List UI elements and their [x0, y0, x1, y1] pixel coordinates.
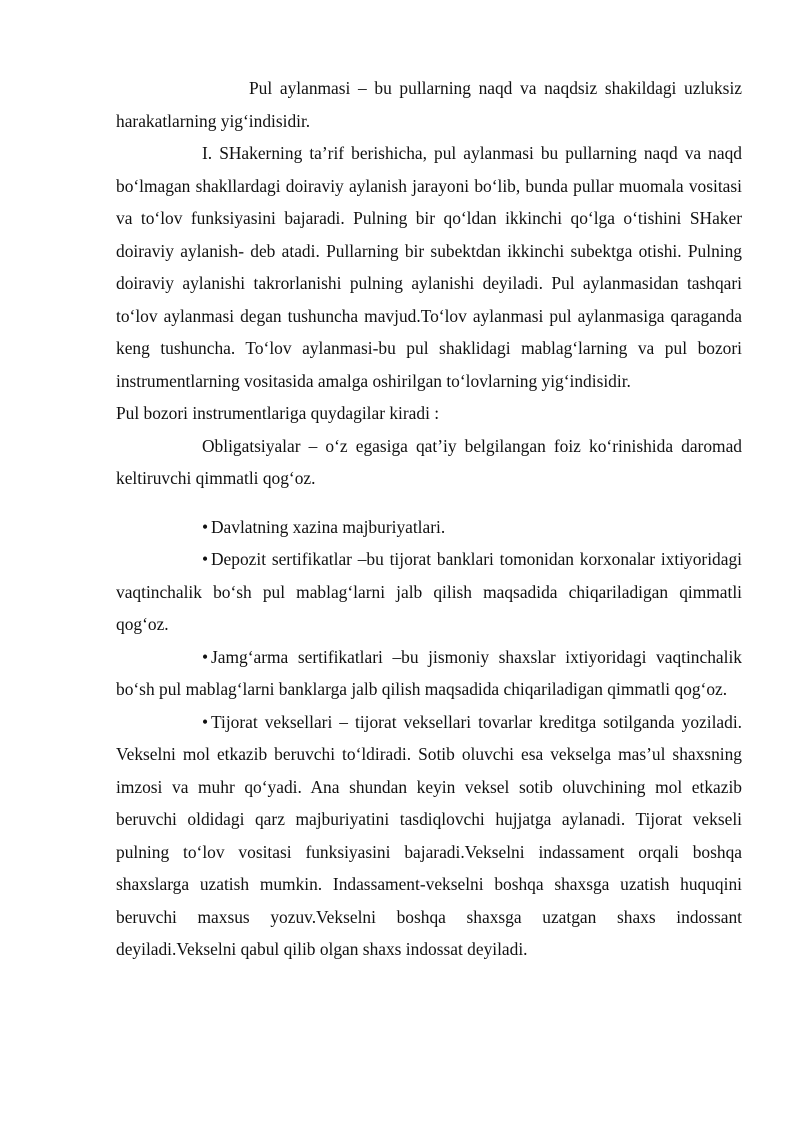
list-item-text: Tijorat veksellari – tijorat veksellari tovarlar kreditga sotilganda yoziladi. Vekselni mol etkazib beruvchi to‘ldiradi. Sotib oluvchi esa vekselga mas’ul shaxsning imzosi va muhr qo‘yadi. Ana shundan keyin veksel sotib oluvchining mol etkazib beruvchi oldidagi qarz majburiyatini tasdiqlovchi hujjatga aylanadi. Tijorat vekseli pulning to‘lov vositasi funksiyasini bajaradi.Vekselni indassament orqali boshqa shaxslarga uzatish mumkin. Indassament-vekselni boshqa shaxsga uzatish huquqini beruvchi maxsus yozuv.Vekselni boshqa shaxsga uzatgan shaxs indossant deyiladi.Vekselni qabul qilib olgan shaxs indossat deyiladi. [116, 711, 742, 959]
list-item [116, 511, 742, 544]
paragraph-pul-aylanmasi: Pul aylanmasi – bu pullarning naqd va naqdsiz shakildagi uzluksiz harakatlarning yig‘indisidir. [116, 78, 742, 131]
bullet-icon: • [202, 711, 209, 732]
bullet-icon: • [202, 516, 209, 537]
list-item-text: Davlatning xazina majburiyatlari. [211, 516, 446, 537]
paragraph-shaker-definition: I. SHakerning ta’rif berishicha, pul aylanmasi bu pullarning naqd va naqd bo‘lmagan shakllardagi doiraviy aylanish jarayoni bo‘lib, bunda pullar muomala vositasi va to‘lov funksiyasini bajaradi. Pulning bir qo‘ldan ikkinchi qo‘lga o‘tishini SHaker doiraviy aylanish- deb atadi. Pullarning bir subektdan ikkinchi subektga otishi. Pulning doiraviy aylanishi takrorlanishi pulning aylanishi deyiladi. Pul aylanmasidan tashqari to‘lov aylanmasi degan tushuncha mavjud.To‘lov aylanmasi pul aylanmasiga qaraganda keng tushuncha. To‘lov aylanmasi-bu pul shaklidagi mablag‘larning va pul bozori instrumentlarning vositasida amalga oshirilgan to‘lovlarning yig‘indisidir. [116, 143, 742, 391]
list-item [116, 641, 742, 706]
paragraph-instruments-intro: Pul bozori instrumentlariga quydagilar kiradi : [116, 403, 440, 423]
document-body [116, 72, 742, 966]
paragraph-obligatsiyalar: Obligatsiyalar – o‘z egasiga qat’iy belgilangan foiz ko‘rinishida daromad keltiruvchi qimmatli qog‘oz. [116, 435, 742, 488]
list-item-text: Jamg‘arma sertifikatlari –bu jismoniy shaxslar ixtiyoridagi vaqtinchalik bo‘sh pul mablag‘larni banklarga jalb qilish maqsadida chiqariladigan qimmatli qog‘oz. [116, 646, 742, 699]
list-item-text: Depozit sertifikatlar –bu tijorat banklari tomonidan korxonalar ixtiyoridagi vaqtinchalik bo‘sh pul mablag‘larni jalb qilish maqsadida chiqariladigan qimmatli qog‘oz. [116, 549, 742, 634]
list-item [116, 543, 742, 641]
list-item [116, 706, 742, 966]
spacer [116, 495, 742, 511]
bullet-icon: • [202, 549, 209, 569]
bullet-icon: • [202, 646, 209, 667]
